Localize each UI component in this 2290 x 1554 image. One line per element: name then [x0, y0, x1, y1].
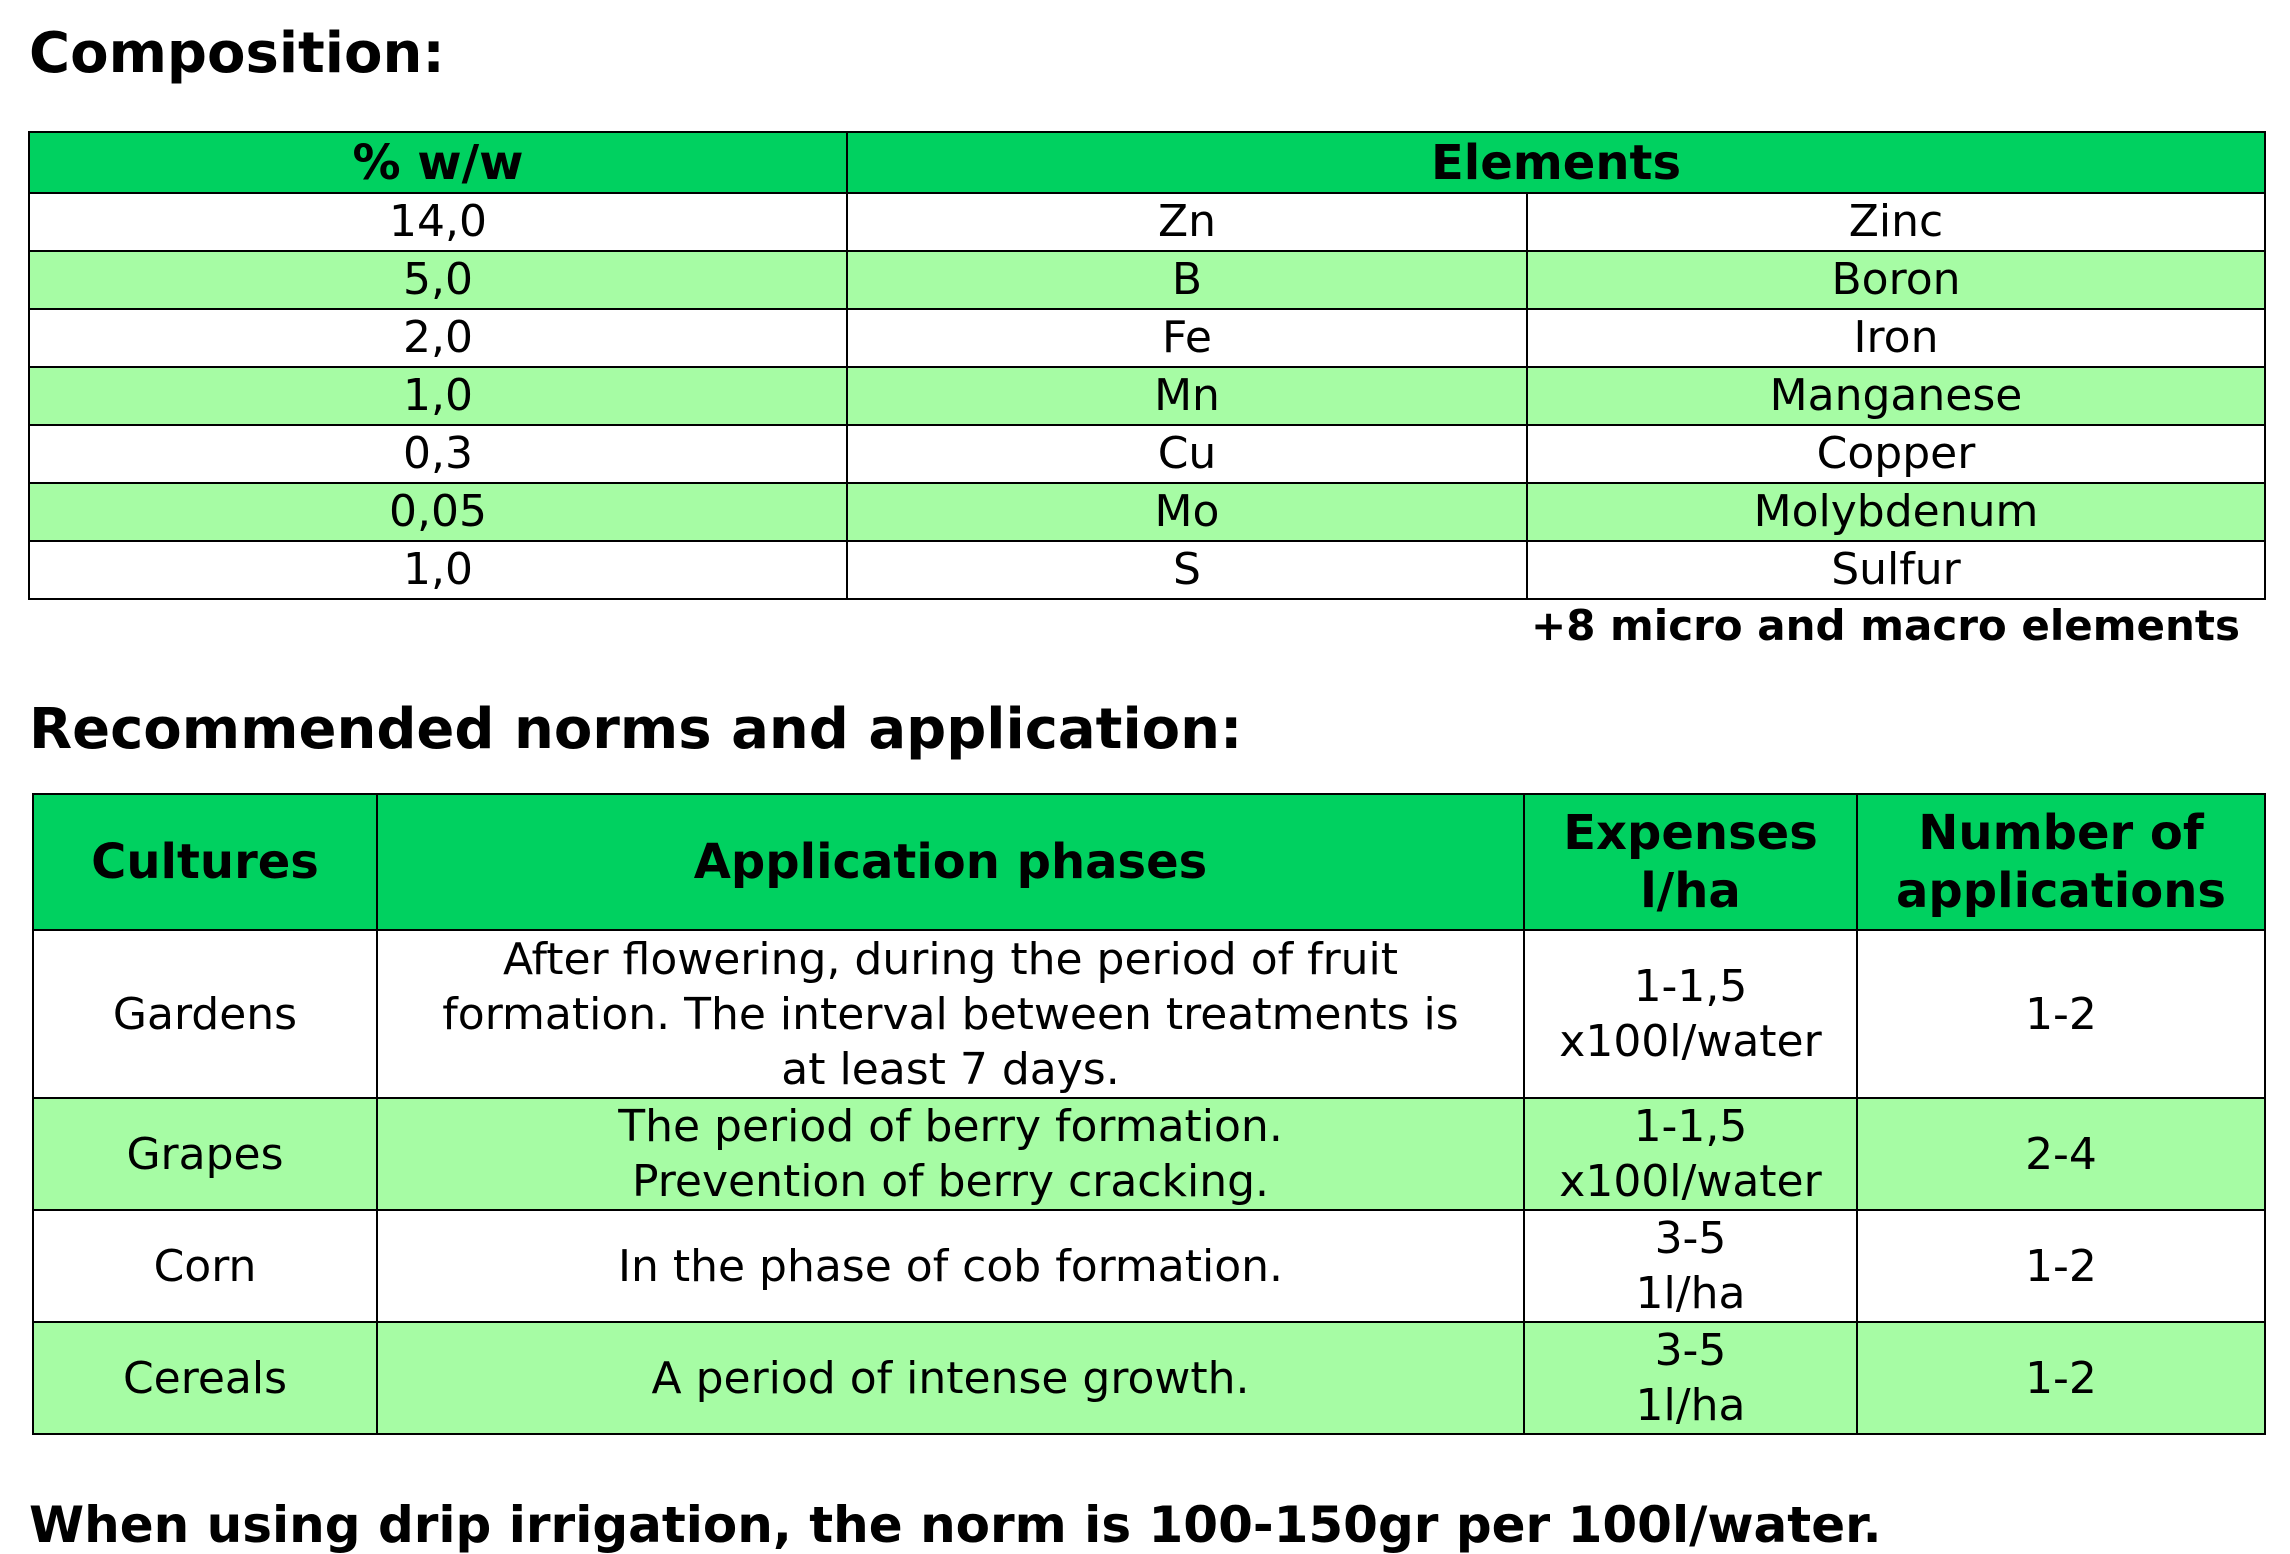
table-row [29, 483, 2265, 541]
symbol-cell: S [847, 541, 1527, 599]
percent-cell: 1,0 [29, 367, 847, 425]
expenses-line: x100l/water [1559, 1156, 1822, 1207]
phase-cell [377, 1322, 1524, 1434]
phase-line: The period of berry formation. [618, 1101, 1283, 1152]
percent-cell: 14,0 [29, 193, 847, 251]
percent-cell: 0,3 [29, 425, 847, 483]
symbol-cell: Mo [847, 483, 1527, 541]
table-row [29, 541, 2265, 599]
norms-header-row [33, 794, 2265, 930]
expenses-header-unit: l/ha [1640, 863, 1741, 919]
phase-line: at least 7 days. [781, 1043, 1120, 1095]
table-row [29, 367, 2265, 425]
culture-cell: Cereals [33, 1322, 377, 1434]
norms-table [32, 793, 2266, 1435]
applications-cell: 1-2 [1857, 1210, 2265, 1322]
expenses-line: 3-5 [1654, 1213, 1727, 1264]
composition-table [28, 131, 2266, 600]
culture-cell: Corn [33, 1210, 377, 1322]
table-row [33, 1210, 2265, 1322]
expenses-header [1524, 794, 1857, 930]
percent-header: % w/w [29, 132, 847, 193]
elements-header: Elements [847, 132, 2265, 193]
drip-irrigation-note: When using drip irrigation, the norm is 100-150gr per 100l/water. [29, 1496, 1882, 1554]
table-row [33, 1322, 2265, 1434]
phase-line: A period of intense growth. [651, 1352, 1250, 1404]
expenses-cell [1524, 1098, 1857, 1210]
micro-macro-note: +8 micro and macro elements [1531, 601, 2240, 650]
element-name-cell: Manganese [1527, 367, 2265, 425]
expenses-line: 1-1,5 [1633, 1101, 1748, 1152]
symbol-cell: B [847, 251, 1527, 309]
symbol-cell: Zn [847, 193, 1527, 251]
symbol-cell: Mn [847, 367, 1527, 425]
phase-cell [377, 1098, 1524, 1210]
phases-header: Application phases [377, 794, 1524, 930]
table-row [29, 193, 2265, 251]
table-row [29, 425, 2265, 483]
element-name-cell: Copper [1527, 425, 2265, 483]
expenses-line: 1-1,5 [1633, 961, 1748, 1012]
table-row [29, 309, 2265, 367]
element-name-cell: Boron [1527, 251, 2265, 309]
applications-cell: 1-2 [1857, 930, 2265, 1098]
table-row [29, 251, 2265, 309]
applications-header-line: applications [1896, 863, 2226, 919]
culture-cell: Grapes [33, 1098, 377, 1210]
applications-header-line: Number of [1918, 805, 2204, 861]
phase-line: Prevention of berry cracking. [632, 1156, 1269, 1207]
phase-cell [377, 1210, 1524, 1322]
expenses-header-line: Expenses [1563, 805, 1818, 861]
expenses-cell [1524, 930, 1857, 1098]
expenses-line: 3-5 [1654, 1325, 1727, 1376]
element-name-cell: Sulfur [1527, 541, 2265, 599]
applications-cell: 2-4 [1857, 1098, 2265, 1210]
expenses-line: 1l/ha [1635, 1380, 1746, 1431]
table-row [33, 930, 2265, 1098]
phase-line: formation. The interval between treatments is [442, 988, 1459, 1040]
element-name-cell: Molybdenum [1527, 483, 2265, 541]
table-row [33, 1098, 2265, 1210]
symbol-cell: Fe [847, 309, 1527, 367]
percent-cell: 1,0 [29, 541, 847, 599]
symbol-cell: Cu [847, 425, 1527, 483]
percent-cell: 5,0 [29, 251, 847, 309]
expenses-line: 1l/ha [1635, 1268, 1746, 1319]
phase-cell [377, 930, 1524, 1098]
applications-cell: 1-2 [1857, 1322, 2265, 1434]
composition-header-row [29, 132, 2265, 193]
element-name-cell: Iron [1527, 309, 2265, 367]
cultures-header: Cultures [33, 794, 377, 930]
norms-heading: Recommended norms and application: [29, 697, 1243, 762]
expenses-cell [1524, 1322, 1857, 1434]
percent-cell: 2,0 [29, 309, 847, 367]
composition-heading: Composition: [29, 21, 445, 86]
expenses-line: x100l/water [1559, 1016, 1822, 1067]
phase-line: In the phase of cob formation. [617, 1240, 1284, 1292]
phase-line: After flowering, during the period of fruit [502, 933, 1399, 985]
culture-cell: Gardens [33, 930, 377, 1098]
element-name-cell: Zinc [1527, 193, 2265, 251]
percent-cell: 0,05 [29, 483, 847, 541]
applications-header [1857, 794, 2265, 930]
expenses-cell [1524, 1210, 1857, 1322]
